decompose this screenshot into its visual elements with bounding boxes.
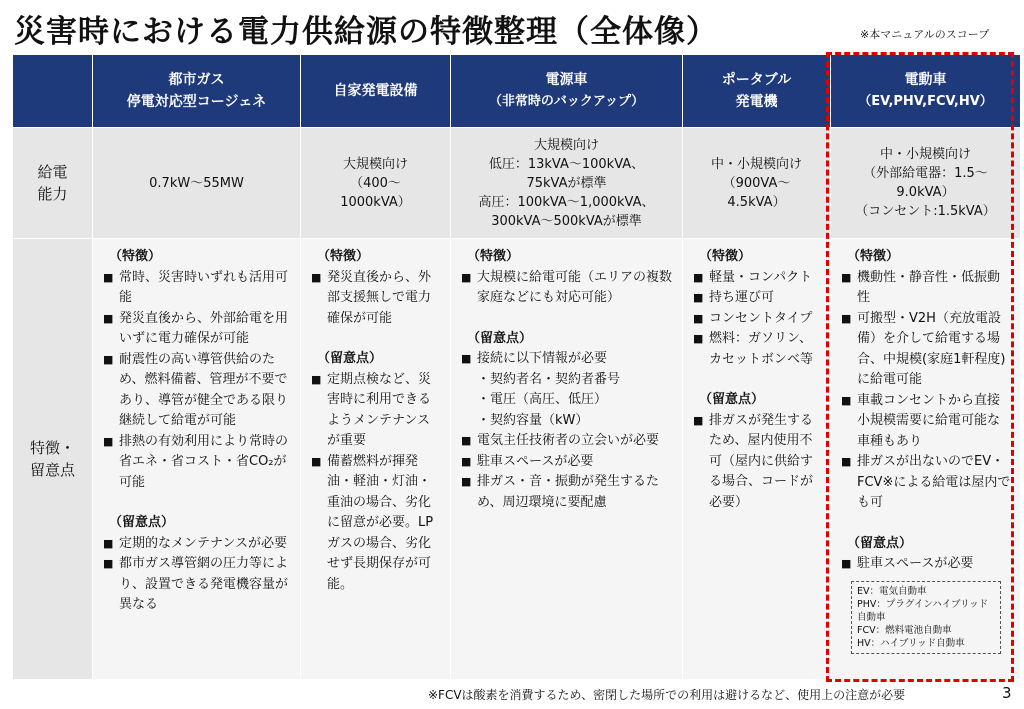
capacity-line: （400～ — [350, 175, 401, 191]
list-item: ■ 発災直後から、外部給電を用いずに電力確保が可能 — [103, 309, 292, 350]
capacity-line: 大規模向け — [533, 137, 599, 153]
list-item: ■ 燃料：ガソリン、カセットボンベ等 — [693, 329, 822, 370]
list-item: ■ 常時、災害時いずれも活用可能 — [103, 268, 292, 309]
row-label-line: 給電 — [37, 163, 68, 181]
list-item: ■ 排ガスが発生するため、屋内使用不可（屋内に供給する場合、コードが必要） — [693, 411, 822, 514]
list-item: ■ 排熱の有効利用により常時の省エネ・省コスト・省CO₂が可能 — [103, 432, 292, 494]
list-item: ■ 駐車スペースが必要 — [841, 554, 1012, 575]
capacity-line: 1000kVA） — [340, 194, 411, 210]
capacity-line: （外部給電器：1.5～ — [863, 166, 988, 181]
list-item: ■ 電気主任技術者の立会いが必要 — [461, 431, 674, 452]
legend-item: HV：ハイブリッド自動車 — [857, 637, 965, 649]
capacity-line: 9.0kVA） — [896, 185, 955, 200]
column-header-line: ポータブル — [721, 72, 792, 88]
capacity-line: 高圧：100kVA～1,000kVA、 — [478, 194, 655, 210]
list-item: ■ 排ガスが出ないのでEV・FCV※による給電は屋内でも可 — [841, 452, 1012, 514]
column-header-cogen — [93, 55, 301, 128]
feature-list — [461, 268, 674, 309]
column-header-ev — [831, 55, 1021, 128]
list-item: ■ 大規模に給電可能（エリアの複数家庭などにも対応可能） — [461, 268, 674, 309]
section-heading-notes: （留意点） — [109, 515, 175, 530]
column-header-line: 発電機 — [735, 94, 778, 110]
section-heading-notes: （留意点） — [699, 392, 765, 407]
connection-info-list — [461, 370, 674, 432]
list-item: ■ 持ち運び可 — [693, 288, 822, 309]
row-label-capacity — [13, 128, 93, 239]
list-item: ■ コンセントタイプ — [693, 309, 822, 330]
list-item: ・契約容量（kW） — [477, 412, 589, 428]
list-item: ■ 発災直後から、外部支援無しで電力確保が可能 — [311, 268, 442, 330]
capacity-line: 0.7kW～55MW — [149, 175, 244, 191]
notes-list — [841, 554, 1012, 575]
column-header-line: 自家発電設備 — [333, 83, 418, 99]
list-item: ■ 都市ガス導管網の圧力等により、設置できる発電機容量が異なる — [103, 554, 292, 616]
list-item: ■ 機動性・静音性・低振動性 — [841, 268, 1012, 309]
section-heading-notes: （留意点） — [467, 330, 533, 346]
comparison-table — [12, 54, 1021, 680]
list-item: ■ 車載コンセントから直接小規模需要に給電可能な車種もあり — [841, 391, 1012, 453]
list-item: ■ 定期的なメンテナンスが必要 — [103, 534, 292, 555]
column-header-power-vehicle — [451, 55, 683, 128]
capacity-power-vehicle — [451, 128, 683, 239]
list-item: ・電圧（高圧、低圧） — [477, 392, 608, 407]
list-item: ■ 軽量・コンパクト — [693, 268, 822, 289]
column-header-line: 電動車 — [904, 72, 947, 88]
row-label-line: 能力 — [37, 185, 68, 203]
legend-item: EV：電気自動車 — [857, 585, 927, 597]
notes-list — [693, 411, 822, 514]
column-header-line: 都市ガス — [168, 72, 225, 88]
feature-list — [841, 268, 1012, 514]
capacity-line: 4.5kVA） — [727, 194, 786, 210]
row-label-line: 特徴・ — [29, 439, 75, 457]
header-row — [13, 55, 1021, 128]
footnote: ※FCVは酸素を消費するため、密閉した場所での利用は避けるなど、使用上の注意が必要 — [428, 688, 906, 702]
scope-note: ※本マニュアルのスコープ — [860, 28, 990, 41]
section-heading-features: （特徴） — [317, 249, 370, 264]
features-ev — [831, 239, 1021, 680]
feature-list — [103, 268, 292, 494]
capacity-line: （コンセント:1.5kVA） — [855, 204, 996, 219]
features-power-vehicle — [451, 239, 683, 680]
list-item: ・契約者名・契約者番号 — [477, 371, 621, 387]
list-item: ■ 可搬型・V2H（充放電設備）を介して給電する場合、中規模(家庭1軒程度)に給電可能 — [841, 309, 1012, 391]
list-item: ■ 備蓄燃料が揮発油・軽油・灯油・重油の場合、劣化に留意が必要。LPガスの場合、劣化せず長期保存が可能。 — [311, 452, 442, 596]
list-item: ■ 排ガス・音・振動が発生するため、周辺環境に要配慮 — [461, 472, 674, 513]
list-item: ■ 定期点検など、災害時に利用できるようメンテナンスが重要 — [311, 370, 442, 452]
section-heading-features: （特徴） — [699, 249, 752, 264]
page-number: 3 — [1002, 684, 1012, 702]
list-item: ■ 駐車スペースが必要 — [461, 452, 674, 473]
list-item: ■ 接続に以下情報が必要 — [461, 349, 674, 370]
capacity-line: 大規模向け — [342, 156, 408, 172]
features-row — [13, 239, 1021, 680]
capacity-portable — [683, 128, 831, 239]
feature-list — [693, 268, 822, 371]
legend-item: PHV：プラグインハイブリッド自動車 — [857, 598, 989, 623]
abbreviation-legend — [851, 581, 1001, 654]
notes-list — [103, 534, 292, 616]
notes-list — [461, 349, 674, 370]
notes-list — [311, 370, 442, 596]
feature-list — [311, 268, 442, 330]
capacity-ev — [831, 128, 1021, 239]
capacity-line: 低圧：13kVA～100kVA、 — [488, 156, 645, 172]
column-header-portable — [683, 55, 831, 128]
legend-item: FCV：燃料電池自動車 — [857, 624, 952, 636]
header-corner — [13, 55, 93, 128]
capacity-line: 75kVAが標準 — [526, 175, 607, 191]
column-header-line: 電源車 — [545, 72, 588, 88]
row-label-line: 留意点 — [29, 461, 75, 479]
section-heading-features: （特徴） — [109, 249, 162, 264]
section-heading-notes: （留意点） — [317, 351, 383, 366]
column-header-line: （EV,PHV,FCV,HV） — [858, 94, 993, 109]
capacity-private-gen — [301, 128, 451, 239]
section-heading-notes: （留意点） — [847, 535, 913, 551]
column-header-line: （非常時のバックアップ） — [488, 94, 645, 109]
capacity-line: （900VA～ — [722, 175, 791, 191]
row-label-features — [13, 239, 93, 680]
page-title: 災害時における電力供給源の特徴整理（全体像） — [14, 14, 718, 50]
capacity-row — [13, 128, 1021, 239]
notes-list-continued — [461, 431, 674, 513]
capacity-line: 中・小規模向け — [879, 147, 971, 162]
section-heading-features: （特徴） — [467, 249, 520, 264]
features-portable — [683, 239, 831, 680]
column-header-private-gen — [301, 55, 451, 128]
capacity-line: 中・小規模向け — [710, 156, 802, 172]
capacity-line: 300kVA～500kVAが標準 — [491, 213, 642, 229]
section-heading-features: （特徴） — [847, 249, 900, 264]
features-cogen — [93, 239, 301, 680]
features-private-gen — [301, 239, 451, 680]
capacity-cogen — [93, 128, 301, 239]
column-header-line: 停電対応型コージェネ — [126, 94, 267, 110]
list-item: ■ 耐震性の高い導管供給のため、燃料備蓄、管理が不要であり、導管が健全である限り継続して給電が可能 — [103, 350, 292, 432]
